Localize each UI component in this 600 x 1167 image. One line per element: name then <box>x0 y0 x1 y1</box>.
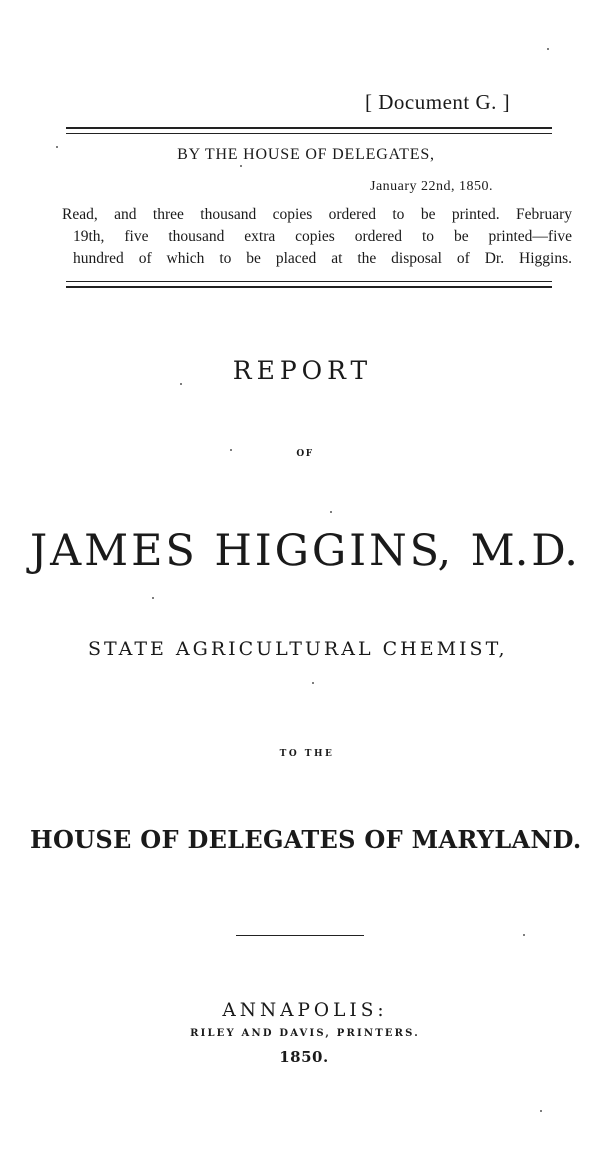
note-line-2: 19th, five thousand extra copies ordered to be printed—five <box>73 228 572 245</box>
top-rule-thick <box>66 127 552 129</box>
note-line-1: Read, and three thousand copies ordered to be printed. February <box>62 206 572 223</box>
author-name-letter: E <box>131 526 163 576</box>
bottom-rule-thin <box>66 281 552 282</box>
author-name-letter: H <box>214 526 252 576</box>
author-name-letter: N <box>369 526 407 576</box>
print-speck <box>180 383 182 385</box>
top-rule-thin <box>66 133 552 134</box>
author-name-letter: D. <box>531 526 578 576</box>
author-name-letter: G <box>311 526 347 576</box>
document-label: [ Document G. ] <box>365 90 511 114</box>
recipient-heading: HOUSE OF DELEGATES OF MARYLAND. <box>30 825 582 854</box>
print-speck <box>547 48 549 50</box>
author-name-first: J <box>30 526 48 576</box>
imprint-city: ANNAPOLIS: <box>222 1000 388 1021</box>
author-name-letter: I <box>349 526 367 576</box>
order-date: January 22nd, 1850. <box>370 179 494 194</box>
print-speck <box>56 146 58 148</box>
print-speck <box>523 934 525 936</box>
author-name-space <box>198 526 212 576</box>
to-the-connector: TO THE <box>279 749 335 759</box>
print-speck <box>540 1110 542 1112</box>
author-name-letter: M. <box>470 526 529 576</box>
bottom-rule-thick <box>66 286 552 288</box>
author-name-letter: I <box>254 526 272 576</box>
imprint-year: 1850. <box>279 1048 329 1066</box>
print-speck <box>230 449 232 451</box>
house-of-delegates-heading: BY THE HOUSE OF DELEGATES, <box>177 146 435 163</box>
author-name-letter: M <box>84 526 129 576</box>
author-name-letter: S <box>165 526 195 576</box>
separator-rule <box>236 935 364 936</box>
print-speck <box>152 597 154 599</box>
author-name-space <box>454 526 468 576</box>
print-speck <box>312 682 314 684</box>
author-name-letter: A <box>50 526 82 576</box>
imprint-printers: RILEY AND DAVIS, PRINTERS. <box>190 1028 420 1039</box>
note-line-3: hundred of which to be placed at the disposal of Dr. Higgins. <box>73 250 572 267</box>
author-name-letter: G <box>274 526 309 576</box>
print-speck <box>330 511 332 513</box>
printing-order-note <box>62 204 572 270</box>
author-role: STATE AGRICULTURAL CHEMIST, <box>88 638 508 660</box>
author-name-letter: S, <box>409 526 452 576</box>
author-name <box>30 526 578 576</box>
print-speck <box>240 165 242 167</box>
of-connector: OF <box>296 449 314 459</box>
report-title: REPORT <box>232 356 373 385</box>
